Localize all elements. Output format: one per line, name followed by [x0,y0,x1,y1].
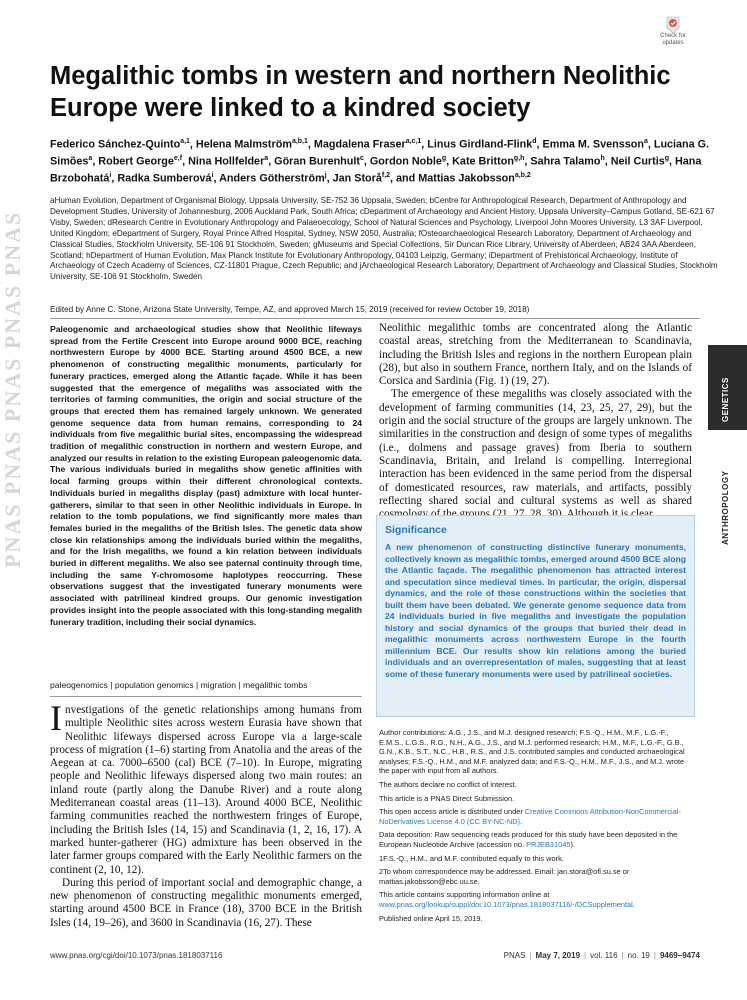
doi-link[interactable]: www.pnas.org/cgi/doi/10.1073/pnas.1818037116 [50,951,223,960]
direct-submission: This article is a PNAS Direct Submission. [379,793,515,803]
author-list: Federico Sánchez-Quinto$^{a,1}$, Helena Malmström$^{a,b,1}$, Magdalena Fraser$^{a,c,1}$, Linus Girdland-Flink$^d$, Emma M. Svensson$^a$, Luciana G. Simões$^a$, Robert George$^{e,f}$, Nina Hollfelder$^a$, Göran Burenhult$^c$, Gordon Noble$^g$, Kate Britton$^{g,h}$, Sahra Talamo$^h$, Neil Curtis$^g$, Hana Brzobohatá$^i$, Radka Sumberová$^i$, Anders Götherström$^j$, Jan Storå$^{f,2}$, and Mattias Jakobsson$^{a,b,2}$ [50,138,710,185]
published-date: Published online April 15, 2019. [379,913,483,923]
paragraph: nvestigations of the genetic relationships among humans from multiple Neolithic sites across western Eurasia have shown that Neolithic lifeways dispersed across Europe via a large-scale process of migration (1–6) starting from Anatolia and the areas of the Aegean at ca. 7000–6500 (cal) BCE (7–10). In Europe, migrating people and Neolithic lifeways dispersed along two main routes: an inland route (partly along the Danube River) and a route along Mediterranean coastal areas (11–13). Around 4000 BCE, Neolithic farming communities reached the northwestern fringes of Europe, including the British Isles (14, 15) and Scandinavia (1, 2, 16, 17). A marked hunter-gatherer (HG) admixture has been observed in the later farmer groups compared with the Early Neolithic farmers on the continent (2, 10, 12). [50,704,362,876]
paragraph: During this period of important social and demographic change, a new phenomenon of constructing megalithic monuments emerged, starting around 4500 BCE in France (18), 3700 BCE in the British Isles (14, 19–26), and 3600 in Scandinavia (16, 27). These [50,876,362,929]
section-tab-genetics: GENETICS [708,345,747,430]
affiliations: aHuman Evolution, Department of Organismal Biology, Uppsala University, SE-752 36 Uppsala, Sweden; bCentre for Anthropological Research, Department of Anthropology and Development Studies, University of Johannesburg, 2006 Auckland Park, South Africa; cDepartment of Archaeology and Ancient History, Uppsala University–Campus Gotland, SE-621 67 Visby, Sweden; dResearch Centre in Evolutionary Anthropology and Palaeoecology, School of Natural Sciences and Psychology, Liverpool John Moores University, L3 3AF Liverpool, United Kingdom; eDepartment of Surgery, Royal Prince Alfred Hospital, Sydney, NSW 2050, Australia; fOsteoarchaeological Research Laboratory, Department of Archaeology and Classical Studies, Stockholm University, SE-106 91 Stockholm, Sweden; gMuseums and Special Collections, Sir Duncan Rice Library, University of Aberdeen, AB24 3AA Aberdeen, Scotland; hDepartment of Human Evolution, Max Planck Institute for Evolutionary Anthropology, 04103 Leipzig, Germany; iDepartment of Prehistorical Archaeology, Institute of Archaeology of Czech Academy of Sciences, CZ-11801 Prague, Czech Republic; and jArchaeological Research Laboratory, Department of Archaeology and Classical Studies, Stockholm University, SE-106 91 Stockholm, Sweden [50,196,718,282]
significance-box [376,515,695,717]
divider [50,318,700,319]
article-notes [379,728,692,927]
correspondence-note: 2To whom correspondence may be addressed. Email: jan.stora@ofl.su.se or mattias.jakobsson@ebc.uu.se. [379,867,630,886]
check-for-updates-badge[interactable] [652,14,694,50]
supporting-info-note: This article contains supporting information online at www.pnas.org/lookup/suppl/doi:10.1073/pnas.1818037116/-/DCSupplemental. [379,890,635,909]
pnas-side-logo: PNAS PNAS PNAS PNAS PNAS [0,210,25,568]
accession-link[interactable]: PRJEB31045 [526,839,571,849]
data-deposition: Data deposition: Raw sequencing reads produced for this study have been deposited in the European Nucleotide Archive (accession no. PRJEB31045). [379,830,678,849]
body-text-right [379,322,692,521]
keywords: paleogenomics | population genomics | migration | megalithic tombs [50,680,308,690]
divider [50,696,362,697]
license-link[interactable]: Creative Commons Attribution-NonCommercial-NoDerivatives License 4.0 (CC BY-NC-ND) [379,807,681,826]
paragraph: Neolithic megalithic tombs are concentrated along the Atlantic coastal areas, stretching from the Mediterranean to Scandinavia, including the British Isles and regions in the northern European plain (28), but also in southern France, northern Italy, and on the Islands of Corsica and Sardinia (Fig. 1) (19, 27). [379,322,692,388]
edited-by: Edited by Anne C. Stone, Arizona State University, Tempe, AZ, and approved March 15, 2019 (received for review October 19, 2018) [50,305,530,314]
drop-cap: I [50,698,62,738]
supplemental-link[interactable]: www.pnas.org/lookup/suppl/doi:10.1073/pnas.1818037116/-/DCSupplemental [379,899,633,909]
paragraph: The emergence of these megaliths was closely associated with the development of farming communities (14, 23, 25, 27, 29), but the origin and the social structure of the groups are largely unknown. The similarities in the construction and design of some types of megaliths (i.e., dolmens and passage graves) from Iberia to southern Scandinavia, Britain, and Ireland is compelling. Interregional interaction has been evidenced in the same period from the dispersal of domesticated resources, raw materials, and artifacts, possibly reflecting shared social and cultural systems as well as shared [379,388,692,507]
equal-contribution-note: 1F.S.-Q., H.M., and M.F. contributed equally to this work. [379,853,564,863]
body-text-left [50,698,362,930]
article-title: Megalithic tombs in western and northern Neolithic Europe were linked to a kindred society [50,62,671,122]
citation-info: PNAS | May 7, 2019 | vol. 116 | no. 19 | 9469–9474 [503,951,700,960]
author-contributions: Author contributions: A.G., J.S., and M.J. designed research; F.S.-Q., H.M., M.F., L.G.-F., E.M.S., L.G.S., R.G., N.H., A.G., J.S., and M.J. performed research; H.M., M.F., L.G.-F., G.B., G.N., K.B., S.T., N.C., H.B., R.S., and J.S. contributed samples and conducted archaeological analyses; F.S.-Q., H.M., and M.F. analyzed data; and F.S.-Q., H.M., M.F., J.S., and M.J. wrote the paper with input from all authors. [379,728,685,776]
significance-title: Significance [385,524,447,536]
significance-text: A new phenomenon of constructing distinctive funerary monuments, collectively known as megalithic tombs, emerged around 4500 BCE along the Atlantic façade. The megalithic phenomenon has attracted interest and speculation since medieval times. In particular, the origin, dispersal dynamics, and the role of these constructions within the societies that built them have been debated. We generate genome sequence data from 24 individuals buried in five megaliths and investigate the population history and social dynamics of the groups that buried their dead in megalithic monuments across northwestern Europe in the fourth millennium BCE. Our results show kin relations among the buried individuals and an overrepresentation of males, suggesting that at least some of these funerary monuments were used by patrilineal societies. [385,542,686,679]
abstract: Paleogenomic and archaeological studies show that Neolithic lifeways spread from the Fertile Crescent into Europe around 9000 BCE, reaching northwestern Europe by 4000 BCE. Starting around 4500 BCE, a new phenomenon of constructing megalithic monuments, particularly for funerary practices, emerged along the Atlantic façade. While it has been suggested that the emergence of megaliths was associated with the territories of farming communities, the origin and social structure of the groups that erected them has remained largely unknown. We generated genome sequence data from human remains, corresponding to 24 individuals from five megalithic burial sites, encompassing the widespread tradition of megalithic construction in northern and western Europe, and analyzed our results in relation to the existing European paleogenomic data. The various individuals buried in megaliths show genetic affinities with local farming groups within their different chronological contexts. Individuals buried in megaliths display (past) admixture with local hunter-gatherers, similar to that seen in other Neolithic individuals in Europe. In relation to the tomb populations, we find significantly more males than females buried in the megaliths of the British Isles. The genetic data show close kin relationships among the individuals buried within the megaliths, and for the Irish megaliths, we found a kin relation between individuals buried in different megaliths. We also see paternal continuity through time, including the same Y-chromosome haplotypes reoccurring. These observations suggest that the investigated funerary monuments were associated with patrilineal kindred groups. Our genomic investigation provides insight into the people associated with this long-standing megalith funerary tradition, including their social dynamics. [50,324,362,627]
check-for-updates-icon [665,14,681,34]
section-tab-anthropology: ANTHROPOLOGY [708,435,747,550]
open-access-note: This open access article is distributed under Creative Commons Attribution-NonCommercial-NoDerivatives License 4.0 (CC BY-NC-ND). [379,807,681,826]
conflict-statement: The authors declare no conflict of interest. [379,779,517,789]
check-for-updates-label: Check for updates [660,33,686,46]
